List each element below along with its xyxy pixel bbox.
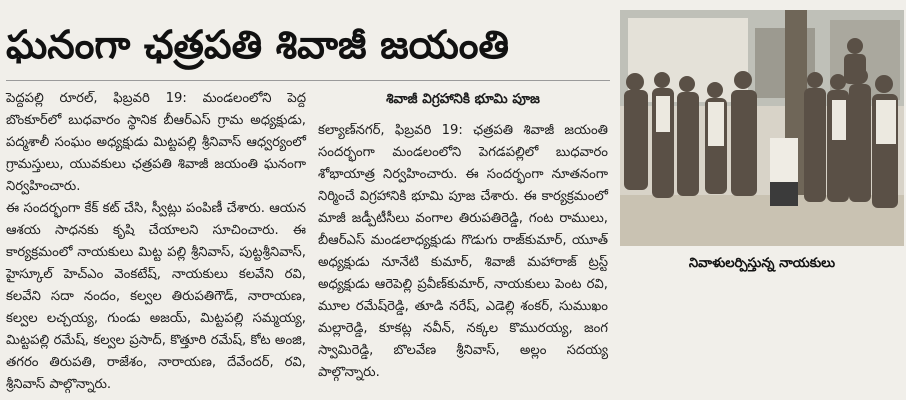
news-photo-illustration bbox=[620, 10, 904, 246]
article1-paragraph-2: ఈ సందర్భంగా కేక్ కట్ చేసి, స్వీట్లు పంపిణీ చేశారు. ఆయన ఆశయ సాధనకు కృషి చేయాలని సూచించారు. ఈ కార్యక్రమంలో నాయకులు మిట్ట పల్లి శ్రీనివాస్, పుట్టశ్రీనివాస్, హైస్కూల్ హెచ్ఎం వెంకటేష్, నాయకులు కలవేని రవి, కలవేని సదా నందం, కల్వల తిరుపతిగౌడ్, నారాయణ, కల్వల లచ్చయ్య, గుండు అజయ్, మిట్టపల్లి సమ్మయ్య, మిట్టపల్లి రమేష్, కల్వల ప్రసాద్, కొత్తూరి రమేష్, కోట అంజి, తగరం తిరుపతి, రాజేశం, నారాయణ, దేవేందర్, రవి, శ్రీనివాస్ పాల్గొన్నారు. bbox=[6, 201, 306, 392]
news-photo bbox=[620, 10, 904, 246]
article2-subheading: శివాజీ విగ్రహానికి భూమి పూజ bbox=[386, 91, 540, 107]
article-column-1 bbox=[6, 88, 306, 396]
headline: ఘనంగా ఛత్రపతి శివాజీ జయంతి bbox=[6, 23, 510, 68]
article-column-2 bbox=[318, 80, 608, 384]
photo-caption: నివాళులర్పిస్తున్న నాయకులు bbox=[688, 256, 836, 271]
article2-paragraph-1: కల్యాణ్‌నగర్, ఫిబ్రవరి 19: ఛత్రపతి శివాజీ జయంతి సందర్భంగా మండలంలోని పెగడపల్లిలో బుధవారం శోభాయాత్ర నిర్వహించారు. ఈ సందర్భంగా నూతనంగా నిర్మించే విగ్రహానికి భూమి పూజ చేశారు. ఈ కార్యక్రమంలో మాజీ జడ్పీటీసీలు వంగాల తిరుపతిరెడ్డి, గంట రాములు, బీఆర్ఎస్ మండలాధ్యక్షుడు గొడుగు రాజ్‌కుమార్, యూత్ అధ్యక్షుడు నూనేటి కుమార్, శివాజీ మహారాజ్ ట్రస్ట్ అధ్యక్షుడు ఆరెపెల్లి ప్రవీణ్‌కుమార్, నాయకులు పెంట రవి, మూల రమేష్‌రెడ్డి, తూడి నరేష్, ఎడెల్లి శంకర్, సుముఖం మల్లారెడ్డి, కూకట్ల నవీన్, నక్కల కొమురయ్య, జంగ స్వామిరెడ్డి, బొలవేణ శ్రీనివాస్, అల్లం సదయ్య పాల్గొన్నారు. bbox=[318, 123, 608, 380]
article1-paragraph-1: పెద్దపల్లి రూరల్, ఫిబ్రవరి 19: మండలంలోని పెద్ద బొంకూర్‌లో బుధవారం స్థానిక బీఆర్ఎస్ గ్రామ అధ్యక్షుడు, పద్మశాలీ సంఘం అధ్యక్షుడు మిట్టపల్లి శ్రీనివాస్ ఆధ్వర్యంలో గ్రామస్తులు, యువకులు ఛత్రపతి శివాజీ జయంతి ఘనంగా నిర్వహించారు. bbox=[6, 91, 306, 194]
